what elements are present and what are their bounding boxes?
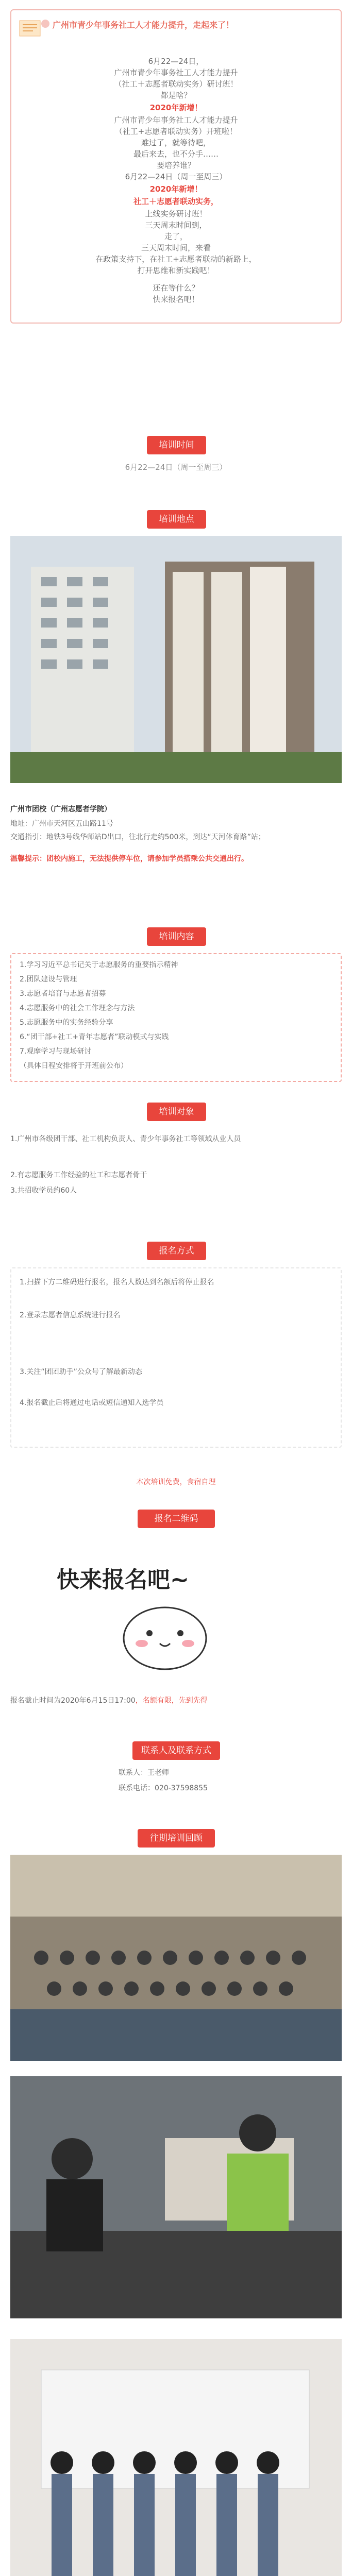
content-box xyxy=(10,953,342,1082)
signup-item-1: 1.扫描下方二维码进行报名，报名人数达到名额后将停止报名 xyxy=(20,1278,214,1286)
intro-line-18: 在政策支持下，在社工+志愿者联动的新路上， xyxy=(95,255,257,264)
review-photo-group xyxy=(10,1855,342,2061)
target-item-2: 2.有志愿服务工作经验的社工和志愿者骨干 xyxy=(10,1171,147,1179)
deadline-text: 报名截止时间为2020年6月15日17:00 xyxy=(10,1697,136,1705)
intro-line-6: 广州市青少年事务社工人才能力提升 xyxy=(114,115,238,125)
signup-box xyxy=(10,1267,342,1448)
intro-line-1: 6月22—24日， xyxy=(148,57,204,66)
review-photo-workshop xyxy=(10,2076,342,2318)
free-note: 本次培训免费，食宿自理 xyxy=(136,1478,216,1486)
workshop-photo-illustration xyxy=(10,2076,342,2318)
cartoon-face-icon xyxy=(113,1592,216,1674)
venue-photo xyxy=(10,536,342,783)
signup-item-2: 2.登录志愿者信息系统进行报名 xyxy=(20,1311,121,1319)
presentation-photo-illustration xyxy=(10,2339,342,2576)
intro-line-16: 走了， xyxy=(164,232,188,241)
section-tag-contact: 联系人及联系方式 xyxy=(132,1741,220,1760)
section-tag-review: 往期培训回顾 xyxy=(138,1829,215,1848)
intro-line-21: 快来报名吧！ xyxy=(153,295,199,304)
section-tag-signup: 报名方式 xyxy=(147,1242,206,1260)
venue-note: 温馨提示：团校内施工，无法提供停车位，请参加学员搭乘公共交通出行。 xyxy=(10,855,248,863)
intro-line-20: 还在等什么？ xyxy=(153,283,199,293)
contact-person: 联系人：王老师 xyxy=(119,1769,169,1777)
intro-line-7: （社工+志愿者联动实务）开班啦！ xyxy=(114,127,238,136)
content-item-5: 5.志愿服务中的实务经验分享 xyxy=(20,1019,113,1027)
section-tag-time: 培训时间 xyxy=(147,436,206,454)
content-item-2: 2.团队建设与管理 xyxy=(20,975,77,984)
venue-transport: 交通指引：地铁3号线华师站D出口，往北行走约500米，到达“天河体育路”站； xyxy=(10,833,265,841)
intro-line-12: 2020年新增！ xyxy=(149,184,203,194)
target-item-1: 1.广州市各级团干部、社工机构负责人、青少年事务社工等领域从业人员 xyxy=(10,1135,241,1143)
intro-title: 广州市青少年事务社工人才能力提升，走起来了！ xyxy=(53,20,234,30)
signup-item-4: 4.报名截止后将通过电话或短信通知入选学员 xyxy=(20,1399,164,1407)
content-item-8: （具体日程安排将于开班前公布） xyxy=(20,1062,128,1070)
building-illustration xyxy=(10,536,342,783)
content-item-6: 6.“团干部+社工+青年志愿者”联动模式与实践 xyxy=(20,1033,169,1041)
group-photo-illustration xyxy=(10,1855,342,2061)
contact-phone: 联系电话：020-37598855 xyxy=(119,1784,208,1792)
content-item-1: 1.学习习近平总书记关于志愿服务的重要指示精神 xyxy=(20,961,178,969)
book-decoration-icon xyxy=(18,15,54,40)
venue-address: 地址：广州市天河区五山路11号 xyxy=(10,820,113,828)
content-item-7: 7.观摩学习与现场研讨 xyxy=(20,1047,92,1056)
time-value: 6月22—24日（周一至周三） xyxy=(125,463,227,472)
intro-line-14: 上线实务研讨班！ xyxy=(145,209,207,218)
signup-art-text: 快来报名吧~ xyxy=(57,1567,189,1593)
intro-line-11: 6月22—24日（周一至周三） xyxy=(125,172,227,181)
section-tag-qr: 报名二维码 xyxy=(138,1510,215,1528)
signup-art xyxy=(57,1540,299,1680)
intro-line-10: 要培养谁？ xyxy=(156,161,195,170)
intro-line-3: （社工＋志愿者联动实务）研讨班！ xyxy=(114,79,238,89)
intro-line-4: 都是啥？ xyxy=(160,91,192,100)
intro-line-15: 三天周末时间到， xyxy=(145,221,207,230)
section-tag-venue: 培训地点 xyxy=(147,510,206,529)
review-photo-presentation xyxy=(10,2339,342,2576)
intro-line-19: 打开思维和新实践吧！ xyxy=(137,266,215,275)
section-tag-targets: 培训对象 xyxy=(147,1103,206,1121)
section-tag-content: 培训内容 xyxy=(147,927,206,946)
content-item-3: 3.志愿者培育与志愿者招募 xyxy=(20,990,106,998)
intro-line-9: 最后来去，也不分手…… xyxy=(133,149,219,159)
intro-line-5: 2020年新增！ xyxy=(149,103,203,112)
intro-card xyxy=(10,9,342,324)
intro-line-8: 难过了，就等待吧， xyxy=(141,138,211,147)
intro-line-17: 三天周末时间，来看 xyxy=(141,243,211,252)
venue-place: 广州市团校（广州志愿者学院） xyxy=(10,805,111,814)
signup-item-3: 3.关注“团团助手”公众号了解最新动态 xyxy=(20,1368,142,1376)
intro-line-13: 社工＋志愿者联动实务， xyxy=(133,197,219,206)
deadline-tail: ，名额有限，先到先得 xyxy=(135,1697,208,1705)
content-item-4: 4.志愿服务中的社会工作理念与方法 xyxy=(20,1004,135,1012)
intro-line-2: 广州市青少年事务社工人才能力提升 xyxy=(114,68,238,77)
deadline-note xyxy=(10,1695,342,1706)
target-item-3: 3.共招收学员约60人 xyxy=(10,1187,77,1195)
